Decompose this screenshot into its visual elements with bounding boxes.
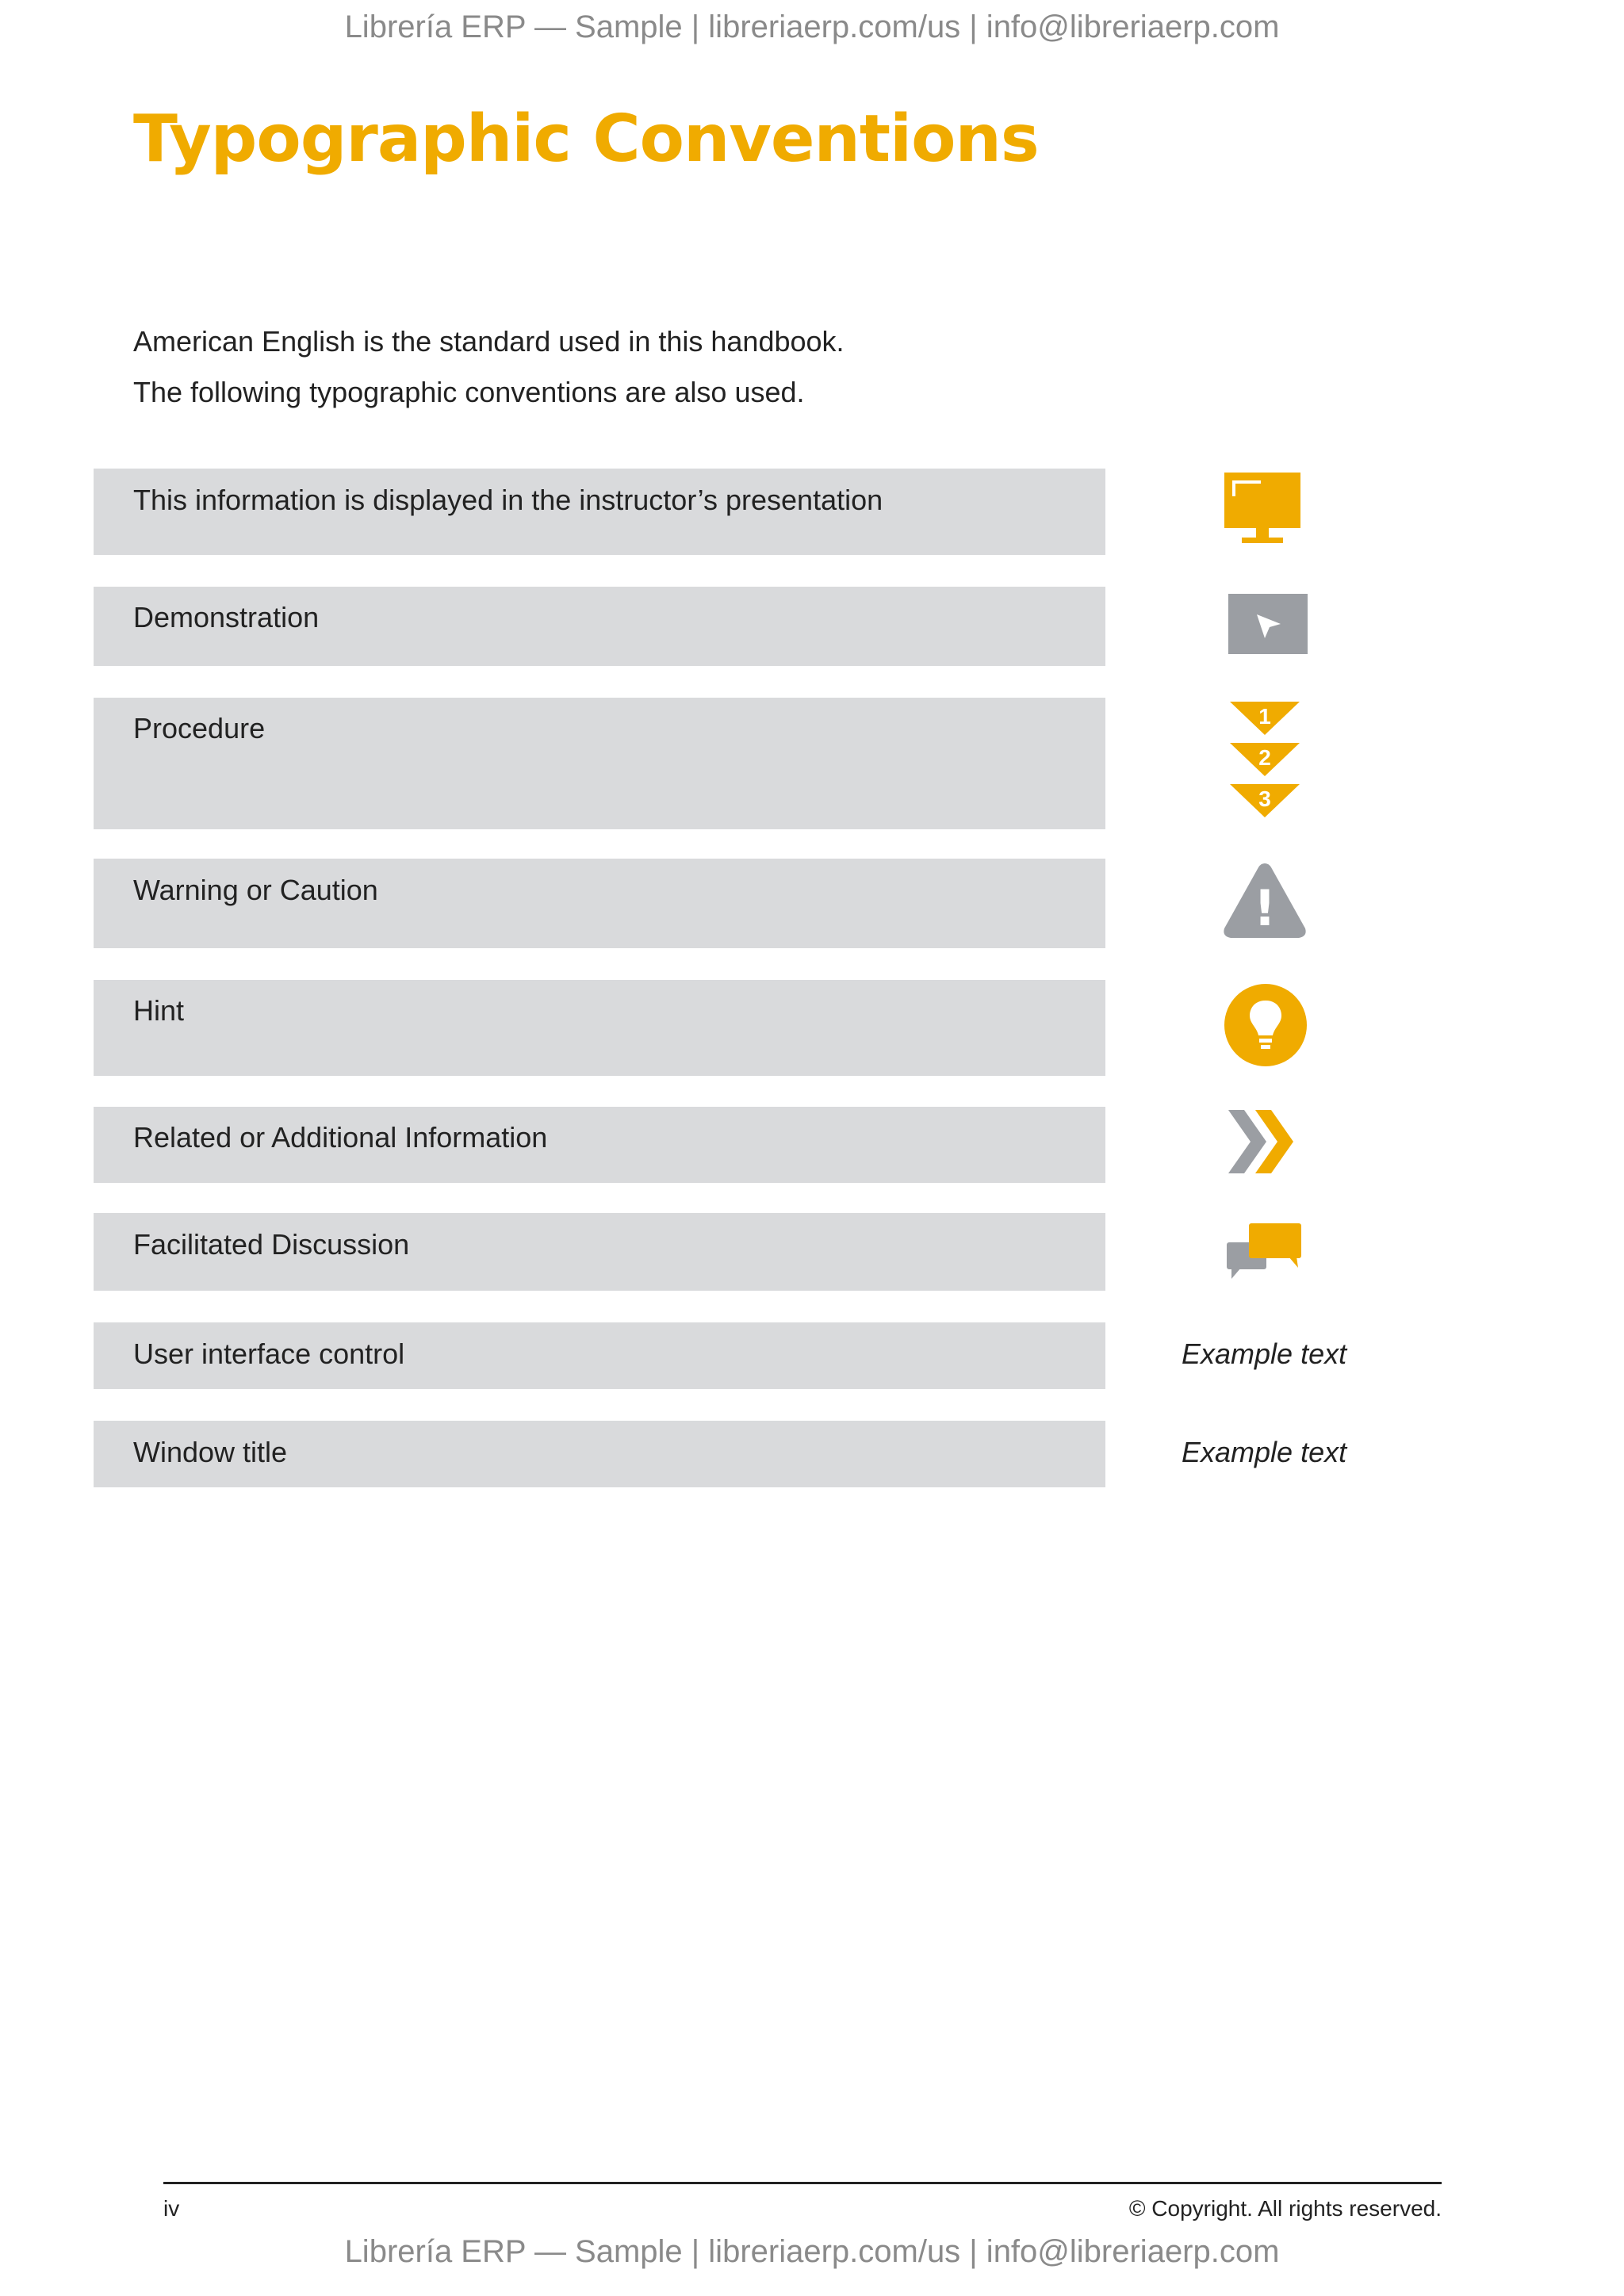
window-title-example-text: Example text xyxy=(1182,1436,1347,1468)
convention-label-ui-control: User interface control xyxy=(133,1337,405,1370)
page-number: iv xyxy=(163,2196,180,2221)
convention-label-procedure: Procedure xyxy=(133,712,266,744)
warning-symbol: ! xyxy=(1253,879,1277,937)
intro-line-1: American English is the standard used in this handbook. xyxy=(133,325,845,358)
related-info-chevrons-icon xyxy=(1228,1108,1301,1177)
intro-line-2: The following typographic conventions are also used. xyxy=(133,376,805,408)
footer-divider xyxy=(163,2182,1442,2184)
procedure-step-3: 3 xyxy=(1258,786,1271,811)
convention-label-discussion: Facilitated Discussion xyxy=(133,1228,410,1261)
convention-row-hint xyxy=(94,980,1105,1076)
procedure-steps-icon xyxy=(1228,700,1301,821)
convention-label-related-info: Related or Additional Information xyxy=(133,1121,548,1154)
watermark-top: Librería ERP — Sample | libreriaerp.com/us | info@libreriaerp.com xyxy=(344,10,1280,44)
convention-label-demonstration: Demonstration xyxy=(133,601,320,633)
copyright-notice: © Copyright. All rights reserved. xyxy=(1128,2196,1442,2221)
procedure-step-1: 1 xyxy=(1258,704,1271,729)
demonstration-cursor-icon xyxy=(1228,594,1308,654)
page-title: Typographic Conventions xyxy=(133,101,1039,177)
convention-label-window-title: Window title xyxy=(133,1436,288,1468)
convention-label-warning: Warning or Caution xyxy=(133,874,378,906)
discussion-bubbles-icon xyxy=(1227,1223,1303,1279)
presentation-monitor-icon xyxy=(1223,471,1302,547)
convention-label-presentation: This information is displayed in the instructor’s presentation xyxy=(133,484,883,516)
warning-triangle-icon xyxy=(1221,860,1308,941)
procedure-step-2: 2 xyxy=(1258,745,1271,770)
ui-control-example-text: Example text xyxy=(1182,1337,1347,1370)
convention-label-hint: Hint xyxy=(133,994,185,1027)
watermark-bottom: Librería ERP — Sample | libreriaerp.com/us | info@libreriaerp.com xyxy=(344,2234,1280,2269)
hint-lightbulb-icon xyxy=(1224,983,1308,1067)
